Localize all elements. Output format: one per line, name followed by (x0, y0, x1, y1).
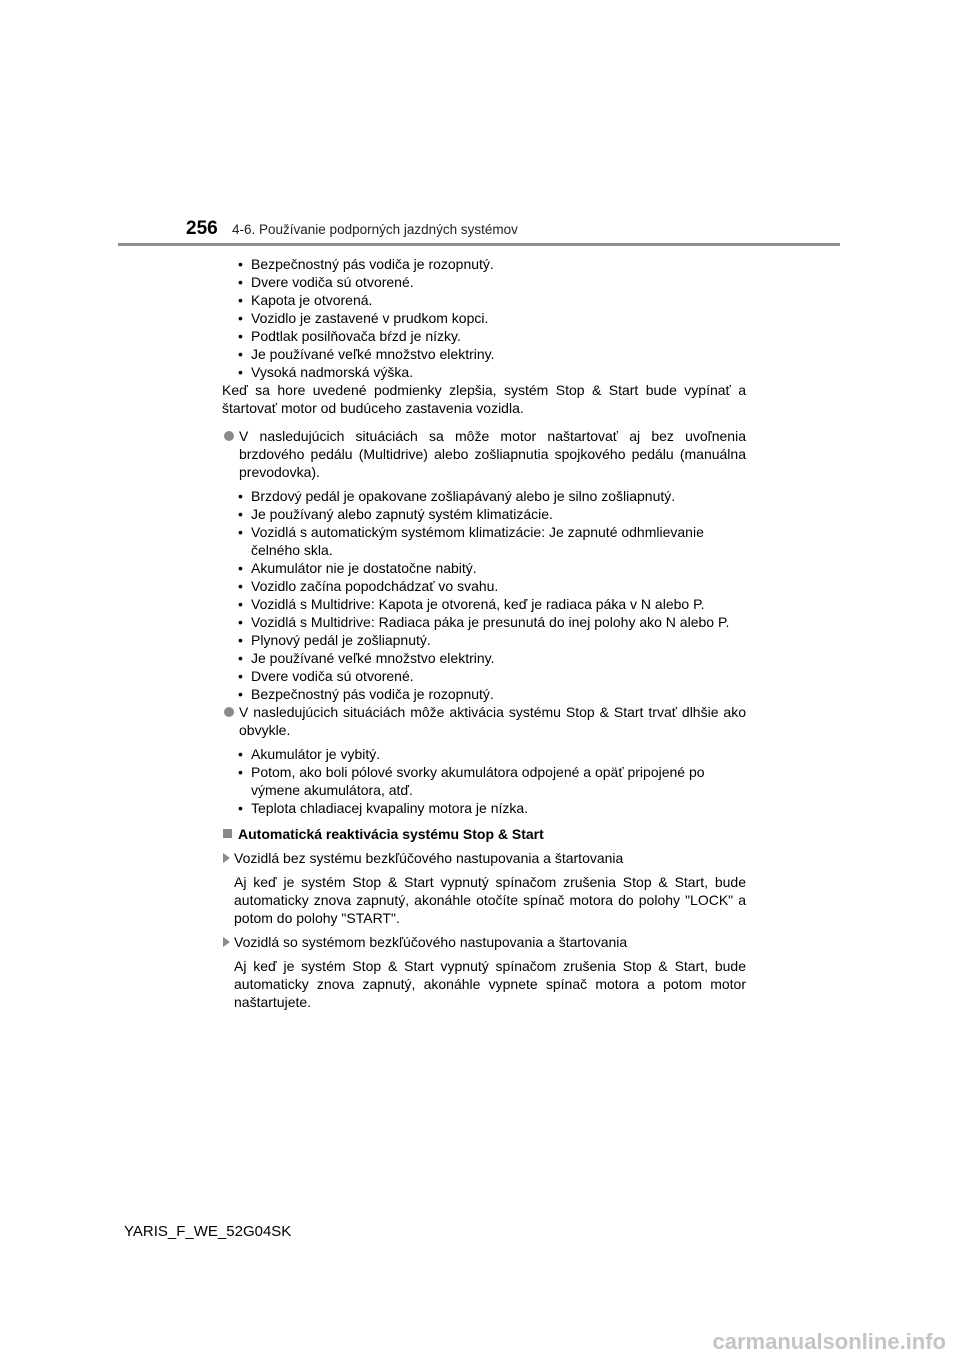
page-content (222, 255, 746, 1011)
list-item: • Vozidlá s Multidrive: Radiaca páka je presunutá do inej polohy ako N alebo P. (222, 613, 746, 631)
list-item: • Akumulátor je vybitý. (222, 745, 746, 763)
list-item: • Podtlak posilňovača bŕzd je nízky. (222, 327, 746, 345)
list-item: • Kapota je otvorená. (222, 291, 746, 309)
list-item: • Vozidlá s automatickým systémom klimatizácie: Je zapnuté odhmlievanie čelného skla. (222, 523, 746, 559)
circle-bullet-text: V nasledujúcich situáciách sa môže motor naštartovať aj bez uvoľnenia brzdového pedálu (Multidrive) alebo zošliapnutia spojkového pedálu (manuálna prevodovka). (239, 428, 746, 480)
list-item: • Plynový pedál je zošliapnutý. (222, 631, 746, 649)
watermark: carmanualsonline.info (712, 1329, 946, 1354)
list-item: • Bezpečnostný pás vodiča je rozopnutý. (222, 255, 746, 273)
subsection-heading (222, 825, 746, 843)
list-item: • Dvere vodiča sú otvorené. (222, 273, 746, 291)
list-item: • Akumulátor nie je dostatočne nabitý. (222, 559, 746, 577)
list-item: • Vozidlo je zastavené v prudkom kopci. (222, 309, 746, 327)
circle-bullet-icon (224, 707, 234, 717)
list-item: • Vysoká nadmorská výška. (222, 363, 746, 381)
list-item: • Vozidlo začína popodchádzať vo svahu. (222, 577, 746, 595)
triangle-bullet-item (222, 849, 746, 867)
list-item: • Je používaný alebo zapnutý systém klimatizácie. (222, 505, 746, 523)
header-divider (118, 243, 840, 246)
restart-conditions-list (222, 487, 746, 703)
list-item: • Bezpečnostný pás vodiča je rozopnutý. (222, 685, 746, 703)
condition-list (222, 255, 746, 381)
triangle-bullet-icon (223, 853, 230, 863)
paragraph: Keď sa hore uvedené podmienky zlepšia, systém Stop & Start bude vypínať a štartovať motor od budúceho zastavenia vozidla. (222, 382, 746, 416)
list-item: • Dvere vodiča sú otvorené. (222, 667, 746, 685)
list-item: • Je používané veľké množstvo elektriny. (222, 345, 746, 363)
subsection-heading-text: Automatická reaktivácia systému Stop & Start (238, 826, 544, 842)
circle-bullet-text: V nasledujúcich situáciách môže aktivácia systému Stop & Start trvať dlhšie ako obvykle. (239, 704, 746, 738)
list-item: • Teplota chladiacej kvapaliny motora je nízka. (222, 799, 746, 817)
triangle-bullet-title: Vozidlá so systémom bezkľúčového nastupovania a štartovania (234, 934, 628, 950)
triangle-bullet-item (222, 933, 746, 951)
delay-conditions-list (222, 745, 746, 817)
square-bullet-icon (223, 829, 232, 838)
triangle-bullet-icon (223, 937, 230, 947)
circle-bullet-item (222, 703, 746, 739)
triangle-bullet-body: Aj keď je systém Stop & Start vypnutý spínačom zrušenia Stop & Start, bude automaticky znova zapnutý, akonáhle vypnete spínač motora a potom motor naštartujete. (234, 958, 746, 1010)
triangle-bullet-body: Aj keď je systém Stop & Start vypnutý spínačom zrušenia Stop & Start, bude automaticky znova zapnutý, akonáhle otočíte spínač motora do polohy "LOCK" a potom do polohy "START". (234, 874, 746, 926)
section-title: 4-6. Používanie podporných jazdných systémov (232, 222, 518, 237)
circle-bullet-icon (224, 431, 234, 441)
circle-bullet-item (222, 427, 746, 481)
list-item: • Vozidlá s Multidrive: Kapota je otvorená, keď je radiaca páka v N alebo P. (222, 595, 746, 613)
footer-code: YARIS_F_WE_52G04SK (124, 1223, 292, 1240)
triangle-bullet-title: Vozidlá bez systému bezkľúčového nastupovania a štartovania (234, 850, 624, 866)
list-item: • Brzdový pedál je opakovane zošliapávaný alebo je silno zošliapnutý. (222, 487, 746, 505)
list-item: • Je používané veľké množstvo elektriny. (222, 649, 746, 667)
page-number: 256 (186, 218, 218, 239)
list-item: • Potom, ako boli pólové svorky akumulátora odpojené a opäť pripojené po výmene akumulátora, atď. (222, 763, 746, 799)
